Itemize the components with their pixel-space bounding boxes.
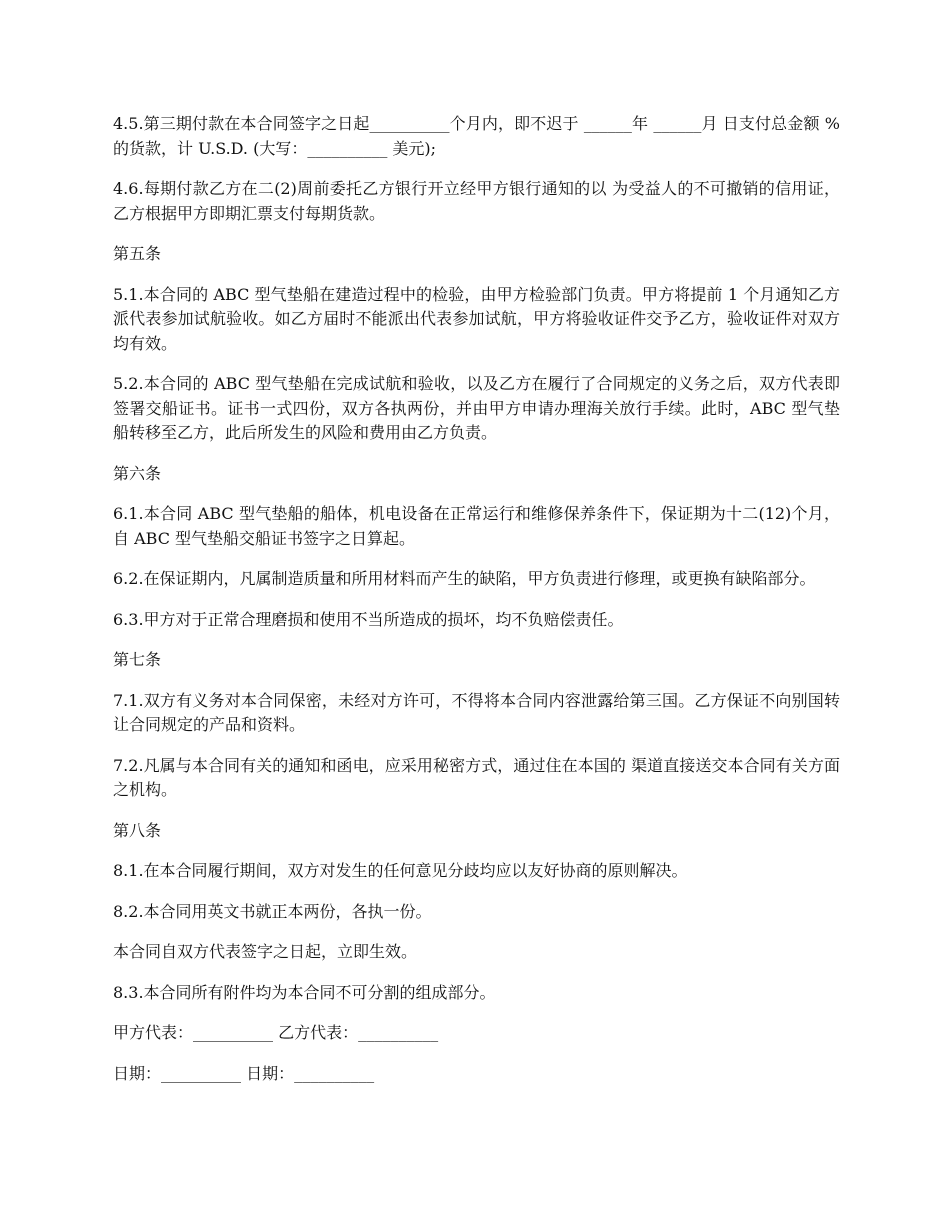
effective-clause: 本合同自双方代表签字之日起，立即生效。 <box>113 942 418 961</box>
signature-line: 甲方代表：__________ 乙方代表：__________ <box>113 1023 439 1042</box>
clause-8-3: 8.3.本合同所有附件均为本合同不可分割的组成部分。 <box>113 982 496 1002</box>
clause-4-6: 4.6.每期付款乙方在二(2)周前委托乙方银行开立经甲方银行通知的以 为受益人的不可撤销的信用证，乙方根据甲方即期汇票支付每期货款。 <box>113 179 840 223</box>
article-5-heading: 第五条 <box>113 244 162 263</box>
article-8-heading: 第八条 <box>113 820 162 840</box>
clause-5-2: 5.2.本合同的 ABC 型气垫船在完成试航和验收，以及乙方在履行了合同规定的义务之后，双方代表即签署交船证书。证书一式四份，双方各执两份，并由甲方申请办理海关放行手续。此时，ABC 型气垫船转移至乙方，此后所发生的风险和费用由乙方负责。 <box>113 374 840 442</box>
clause-4-5: 4.5.第三期付款在本合同签字之日起__________个月内，即不迟于 ______年 ______月 日支付总金额 %的货款，计 U.S.D. (大写：__________ 美元); <box>113 114 840 158</box>
clause-7-1: 7.1.双方有义务对本合同保密，未经对方许可，不得将本合同内容泄露给第三国。乙方保证不向别国转让合同规定的产品和资料。 <box>113 690 840 734</box>
clause-8-2: 8.2.本合同用英文书就正本两份，各执一份。 <box>113 901 432 921</box>
article-6-heading: 第六条 <box>113 463 162 483</box>
article-7-heading: 第七条 <box>113 650 162 669</box>
clause-8-1: 8.1.在本合同履行期间，双方对发生的任何意见分歧均应以友好协商的原则解决。 <box>113 861 688 880</box>
clause-6-2: 6.2.在保证期内，凡属制造质量和所用材料而产生的缺陷，甲方负责进行修理，或更换有缺陷部分。 <box>113 569 816 588</box>
document-body <box>113 112 840 1102</box>
clause-5-1: 5.1.本合同的 ABC 型气垫船在建造过程中的检验，由甲方检验部门负责。甲方将提前 1 个月通知乙方派代表参加试航验收。如乙方届时不能派出代表参加试航，甲方将验收证件交予乙方，验收证件对双方均有效。 <box>113 284 840 353</box>
date-line: 日期：__________ 日期：__________ <box>113 1063 375 1083</box>
clause-7-2: 7.2.凡属与本合同有关的通知和函电，应采用秘密方式，通过住在本国的 渠道直接送交本合同有关方面之机构。 <box>113 755 840 799</box>
clause-6-3: 6.3.甲方对于正常合理磨损和使用不当所造成的损坏，均不负赔偿责任。 <box>113 609 624 629</box>
clause-6-1: 6.1.本合同 ABC 型气垫船的船体，机电设备在正常运行和维修保养条件下，保证期为十二(12)个月，自 ABC 型气垫船交船证书签字之日算起。 <box>113 504 840 548</box>
